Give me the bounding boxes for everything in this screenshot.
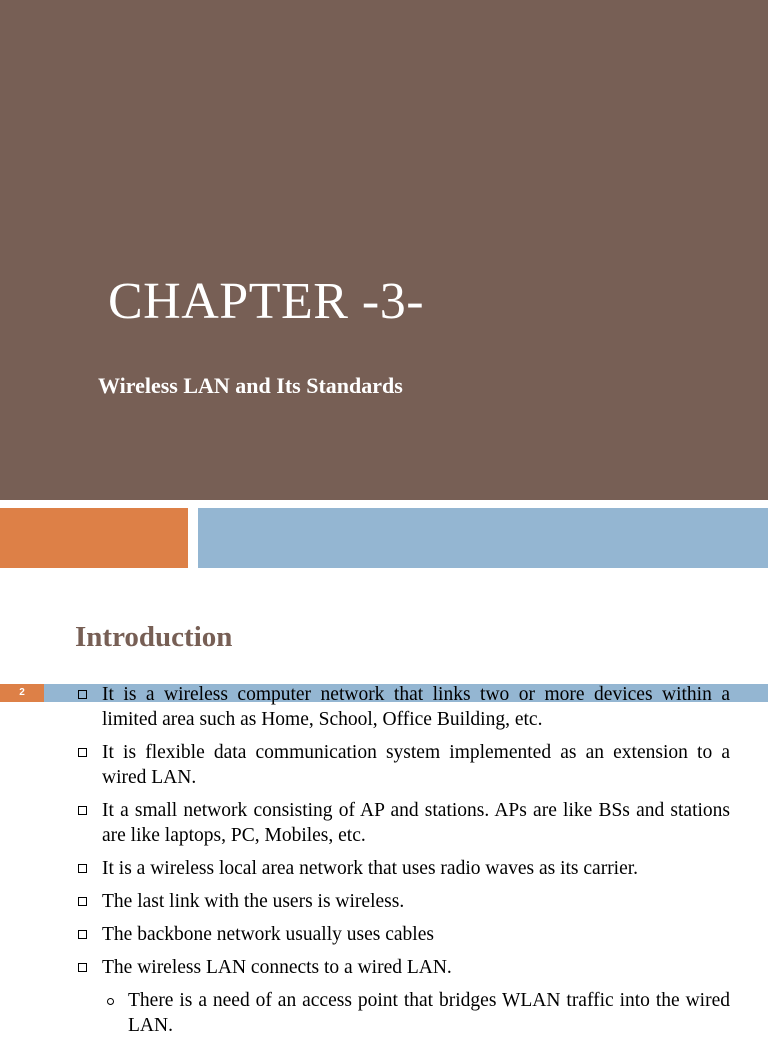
title-slide xyxy=(0,0,768,500)
square-bullet-icon xyxy=(78,864,87,873)
bullet-item xyxy=(76,955,730,980)
bullet-item xyxy=(76,682,730,732)
bullet-text: The wireless LAN connects to a wired LAN. xyxy=(102,957,452,978)
square-bullet-icon xyxy=(78,897,87,906)
sub-bullet-item xyxy=(76,988,730,1038)
square-bullet-icon xyxy=(78,690,87,699)
square-bullet-icon xyxy=(78,806,87,815)
bullet-text: It is a wireless local area network that uses radio waves as its carrier. xyxy=(102,858,639,879)
circle-bullet-icon xyxy=(107,998,114,1005)
bullet-item xyxy=(76,740,730,790)
bullet-item xyxy=(76,922,730,947)
accent-bar-orange xyxy=(0,508,188,568)
page-number-badge: 2 xyxy=(0,684,44,702)
bullet-list xyxy=(76,682,730,1046)
bullet-text: It is flexible data communication system implemented as an extension to a wired LAN. xyxy=(102,742,730,788)
chapter-title: CHAPTER -3- xyxy=(108,273,425,330)
bullet-item xyxy=(76,798,730,848)
section-heading: Introduction xyxy=(75,621,233,653)
bullet-item xyxy=(76,856,730,881)
chapter-subtitle: Wireless LAN and Its Standards xyxy=(98,373,403,398)
square-bullet-icon xyxy=(78,748,87,757)
bullet-item xyxy=(76,889,730,914)
sub-bullet-text: There is a need of an access point that bridges WLAN traffic into the wired LAN. xyxy=(128,990,730,1036)
square-bullet-icon xyxy=(78,963,87,972)
square-bullet-icon xyxy=(78,930,87,939)
bullet-text: The last link with the users is wireless. xyxy=(102,891,405,912)
accent-bar-blue xyxy=(198,508,768,568)
bullet-text: The backbone network usually uses cables xyxy=(102,924,434,945)
bullet-text: It a small network consisting of AP and stations. APs are like BSs and stations are like laptops, PC, Mobiles, etc. xyxy=(102,800,730,846)
bullet-text: It is a wireless computer network that links two or more devices within a limited area such as Home, School, Office Building, etc. xyxy=(102,684,730,730)
